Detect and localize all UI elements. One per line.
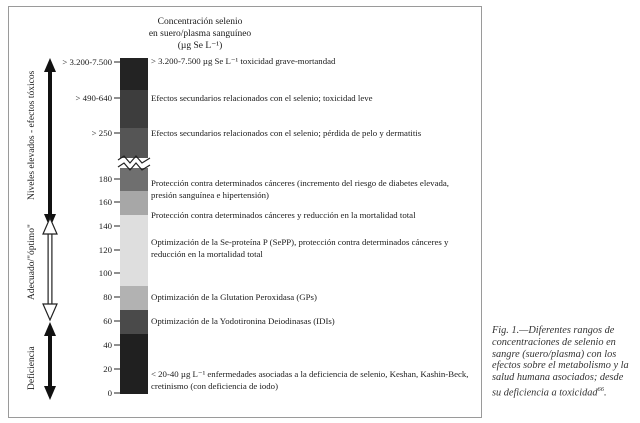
tick-label: 160 xyxy=(98,197,112,207)
effect-severe-toxicity: > 3.200-7.500 µg Se L⁻¹ toxicidad grave-mortandad xyxy=(151,56,336,66)
tick-label: 40 xyxy=(103,340,112,350)
side-label-deficiency: Deficiencia xyxy=(27,346,37,390)
scale-title-line-1: Concentración selenio xyxy=(157,17,243,27)
effect-protection-diabetes: Protección contra determinados cánceres (incremento del riesgo de diabetes elevada, presión sanguínea e hipertensión) xyxy=(151,178,449,200)
tick-label: 20 xyxy=(103,364,112,374)
tick-label: 120 xyxy=(98,245,112,255)
scale-title-line-2: en suero/plasma sanguíneo xyxy=(148,29,252,39)
scale-title-line-3: (µg Se L⁻¹) xyxy=(177,41,223,51)
effect-mild-toxicity: Efectos secundarios relacionados con el selenio; toxicidad leve xyxy=(151,93,373,103)
tick-label: > 3.200-7.500 xyxy=(62,57,112,67)
tick-label: > 250 xyxy=(91,128,112,138)
tick-label: 100 xyxy=(98,268,112,278)
effect-protection-mortality: Protección contra determinados cánceres y reducción en la mortalidad total xyxy=(151,210,416,220)
tick-label: 80 xyxy=(103,292,112,302)
tick-label: 60 xyxy=(103,316,112,326)
tick-label: 0 xyxy=(107,388,112,398)
effect-sepp-optimization: Optimización de la Se-proteína P (SePP), protección contra determinados cánceres y reducción en la mortalidad total xyxy=(151,237,449,259)
effect-idi-optimization: Optimización de la Yodotironina Deiodinasas (IDIs) xyxy=(151,316,335,326)
tick-label: > 490-640 xyxy=(75,93,112,103)
figure-caption: Fig. 1.—Diferentes rangos de concentraciones de selenio en sangre (suero/plasma) con los efectos sobre el metabolismo y la salud humana asociados; desde su deficiencia a toxicidad$^{66}$. xyxy=(492,325,629,399)
effect-deficiency: < 20-40 µg L⁻¹ enfermedades asociadas a la deficiencia de selenio, Keshan, Kashin-Beck, cretinismo (con deficiencia de iodo) xyxy=(151,369,469,391)
side-label-optimal: Adecuado/"óptimo" xyxy=(27,224,37,300)
side-label-toxic: Niveles elevados - efectos tóxicos xyxy=(27,70,37,200)
effect-hair-loss: Efectos secundarios relacionados con el selenio; pérdida de pelo y dermatitis xyxy=(151,128,422,138)
caption-reference: 66 xyxy=(597,385,605,393)
caption-text: Fig. 1.—Diferentes rangos de concentraciones de selenio en sangre (suero/plasma) con los efectos sobre el metabolismo y la salud humana asociados; desde su deficiencia a toxicidad xyxy=(492,325,629,399)
tick-label: 140 xyxy=(98,221,112,231)
effect-gpx-optimization: Optimización de la Glutation Peroxidasa (GPs) xyxy=(151,292,317,302)
tick-label: 180 xyxy=(98,174,112,184)
